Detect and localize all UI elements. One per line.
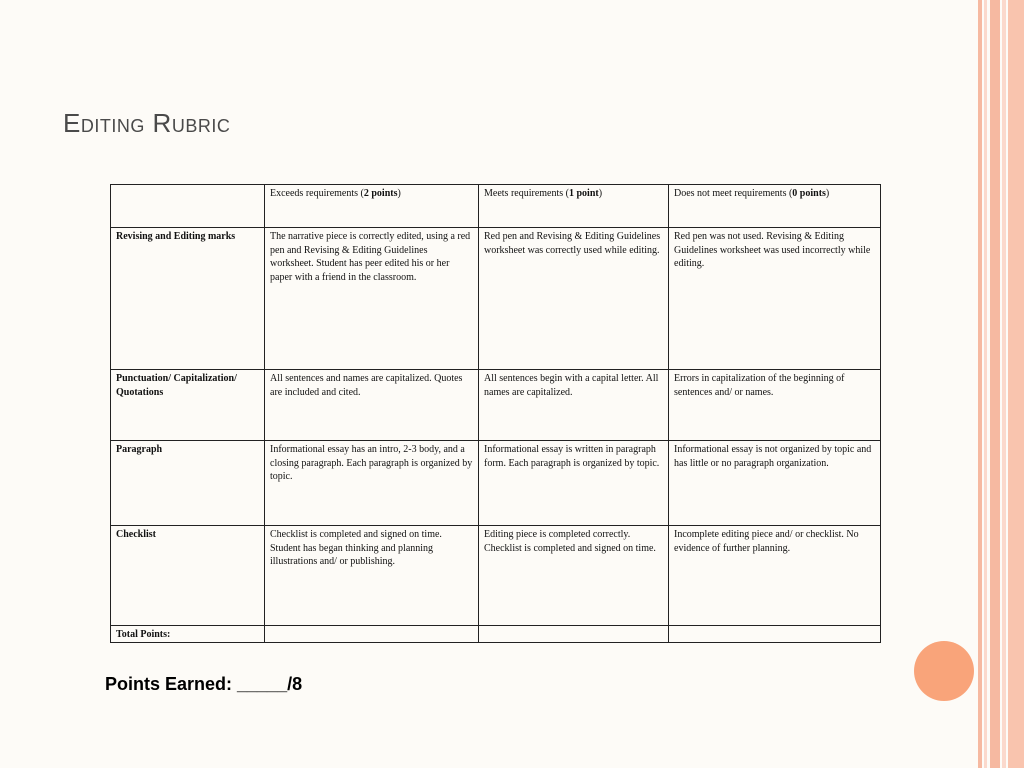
header-cell-empty — [111, 185, 265, 228]
total-points-label: Total Points: — [111, 626, 265, 643]
rubric-cell: Informational essay is not organized by topic and has little or no paragraph organization. — [669, 441, 881, 526]
criterion-cell: Checklist — [111, 526, 265, 626]
rubric-cell: Errors in capitalization of the beginning of sentences and/ or names. — [669, 370, 881, 441]
rubric-cell: All sentences begin with a capital letter. All names are capitalized. — [479, 370, 669, 441]
slide-title: Editing Rubric — [63, 108, 231, 138]
table-row — [111, 441, 881, 526]
rubric-cell: Incomplete editing piece and/ or checklist. No evidence of further planning. — [669, 526, 881, 626]
decorative-stripes — [978, 0, 1024, 768]
points-earned-label: Points Earned: _____/8 — [105, 674, 303, 694]
rubric-cell: Red pen was not used. Revising & Editing Guidelines worksheet was used incorrectly while editing. — [669, 228, 881, 370]
rubric-table — [110, 184, 881, 643]
header-cell-does-not-meet: Does not meet requirements (0 points) — [669, 185, 881, 228]
rubric-cell: Red pen and Revising & Editing Guidelines worksheet was correctly used while editing. — [479, 228, 669, 370]
total-cell — [265, 626, 479, 643]
rubric-cell: All sentences and names are capitalized. Quotes are included and cited. — [265, 370, 479, 441]
rubric-cell: Informational essay has an intro, 2-3 body, and a closing paragraph. Each paragraph is organized by topic. — [265, 441, 479, 526]
rubric-cell: Informational essay is written in paragraph form. Each paragraph is organized by topic. — [479, 441, 669, 526]
criterion-cell: Revising and Editing marks — [111, 228, 265, 370]
total-cell — [669, 626, 881, 643]
header-row — [111, 185, 881, 228]
table-row — [111, 370, 881, 441]
table-row — [111, 228, 881, 370]
rubric-cell: The narrative piece is correctly edited, using a red pen and Revising & Editing Guidelines worksheet. Student has peer edited his or her paper with a friend in the classroom. — [265, 228, 479, 370]
criterion-cell: Punctuation/ Capitalization/ Quotations — [111, 370, 265, 441]
decorative-circle — [914, 641, 974, 701]
total-row — [111, 626, 881, 643]
rubric-cell: Checklist is completed and signed on time. Student has began thinking and planning illustrations and/ or publishing. — [265, 526, 479, 626]
header-cell-meets: Meets requirements (1 point) — [479, 185, 669, 228]
total-cell — [479, 626, 669, 643]
header-cell-exceeds: Exceeds requirements (2 points) — [265, 185, 479, 228]
rubric-cell: Editing piece is completed correctly. Checklist is completed and signed on time. — [479, 526, 669, 626]
table-row — [111, 526, 881, 626]
criterion-cell: Paragraph — [111, 441, 265, 526]
